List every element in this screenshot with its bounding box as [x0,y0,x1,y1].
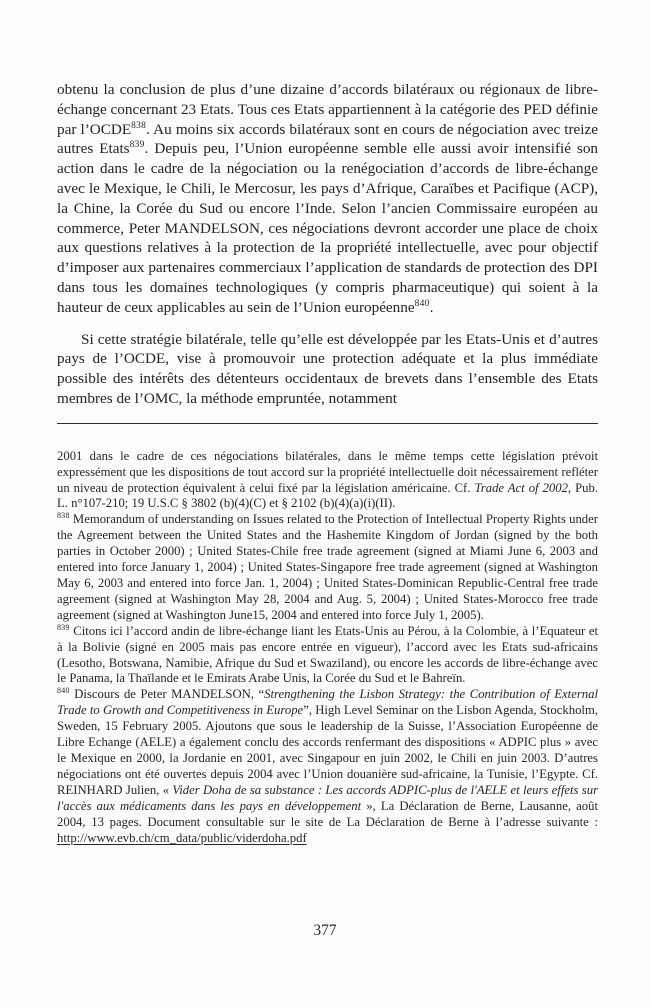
text-run: », La Déclaration de Berne, Lausanne, août 2004, 13 pages. Document consultable sur le site de La Déclaration de Berne à l’adresse suivante : [57,798,598,829]
text-block [57,80,598,846]
text-run: ”, High Level Seminar on the Lisbon Agenda, Stockholm, Sweden, 15 February 2005. Ajoutons que sous le leadership de la Suisse, l’Association Européenne de Libre Echange (AELE) a également conclu des accords renfermant des dispositions « ADPIC plus » avec le Mexique en 2000, la Jordanie en 2001, avec Singapour en juin 2002, le Chili en juin 2003. D’autres négociations ont été ouvertes depuis 2004 avec l’Union douanière sud-africaine, la Tunisie, l’Egypte. Cf. REINHARD Julien, « [57,703,598,797]
text-run: Memorandum of understanding on Issues related to the Protection of Intellectual Property Rights under the Agreement between the United States and the Hashemite Kingdom of Jordan (signed by the both parties in October 2000) ; United States-Chile free trade agreement (signed at Miami June 6, 2003 and entered into force January 1, 2004) ; United States-Singapore free trade agreement (signed at Washington May 6, 2003 and entered into force Jan. 1, 2004) ; United States-Dominican Republic-Central free trade agreement (signed at Washington May 28, 2004 and Aug. 5, 2004) ; United States-Morocco free trade agreement (signed at Washington June15, 2004 and entered into force July 1, 2005). [57,512,598,622]
footnote-marker: 840 [57,686,70,696]
text-run: obtenu la conclusion de plus d’une dizaine d’accords bilatéraux ou régionaux de libre-échange concernant 23 Etats. Tous ces Etats appartiennent à la catégorie des PED définie par l’OCDE [57,81,598,138]
footnote-marker: 838 [131,120,147,131]
text-run: Si cette stratégie bilatérale, telle qu’elle est développée par les Etats-Unis et d’autres pays de l’OCDE, vise à promouvoir une protection adéquate et la plus immédiate possible des intérêts des détenteurs occidentaux de brevets dans l’ensemble des Etats membres de l’OMC, la méthode empruntée, notamment [57,330,598,407]
text-run: . Depuis peu, l’Union européenne semble elle aussi avoir intensifié son action dans le cadre de la négociation ou la renégociation d’accords de libre-échange avec le Mexique, le Chili, le Mercosur, les pays d’Afrique, Caraïbes et Pacifique (ACP), la Chine, la Corée du Sud ou encore l’Inde. Selon l’ancien Commissaire européen au commerce, Peter MANDELSON, ces négociations devront accorder une place de choix aux questions relatives à la protection de la propriété intellectuelle, avec pour objectif d’imposer aux partenaires commerciaux l’application de standards de protection des DPI dans tous les domaines technologiques (y compris pharmaceutique) qui soient à la hauteur de ceux applicables au sein de l’Union européenne [57,140,599,316]
text-run: Discours de Peter MANDELSON, “ [69,687,265,702]
footnote-marker: 838 [57,511,70,521]
footnote-url-link[interactable]: http://www.evb.ch/cm_data/public/viderdoha.pdf [57,830,307,845]
text-run: 2001 dans le cadre de ces négociations bilatérales, dans le même temps cette législation prévoit expressément que les dispositions de tout accord sur la propriété intellectuelle doit nécessairement refléter un niveau de protection équivalent à celui fixé par la législation américaine. Cf. [57,448,598,495]
page-number: 377 [313,922,337,939]
footnote-marker: 839 [129,140,145,151]
text-run: . [429,298,434,316]
text-run: . Au moins six accords bilatéraux sont en cours de négociation avec treize autres Etats [57,120,598,158]
italic-text: Strengthening the Lisbon Strategy: the Contribution of External Trade to Growth and Competitiveness in Europe [57,687,598,718]
footnotes-section [57,449,598,847]
italic-text: Vider Doha de sa substance : Les accords ADPIC-plus de l'AELE et leurs effets sur l'accès aux médicaments dans les pays en développement [57,782,599,813]
body-paragraph-2 [57,330,598,409]
footnote-840 [57,687,598,846]
footnote-838 [57,512,598,623]
text-run: , Pub. L. n°107-210; 19 U.S.C § 3802 (b)(4)(C) et § 2102 (b)(4)(a)(i)(II). [57,480,598,511]
text-run: Citons ici l’accord andin de libre-échange liant les Etats-Unis au Pérou, à la Colombie, à l’Equateur et à la Bolivie (signé en 2005 mais pas encore entrée en vigueur), l’accord avec les Etats sud-africains (Lesotho, Botswana, Namibie, Afrique du Sud et Swaziland), ou encore les accords de libre-échange avec le Panama, la Thaïlande et le Emirats Arabe Unis, la Corée du Sud et le Bahreïn. [57,623,598,686]
footnote-separator [57,423,598,424]
italic-text: Trade Act of 2002 [474,480,568,495]
footnote-continuation [57,449,598,513]
footnote-839 [57,624,598,688]
body-paragraph-1 [57,80,598,318]
footnote-marker: 839 [57,622,70,632]
footnote-marker: 840 [414,298,430,309]
